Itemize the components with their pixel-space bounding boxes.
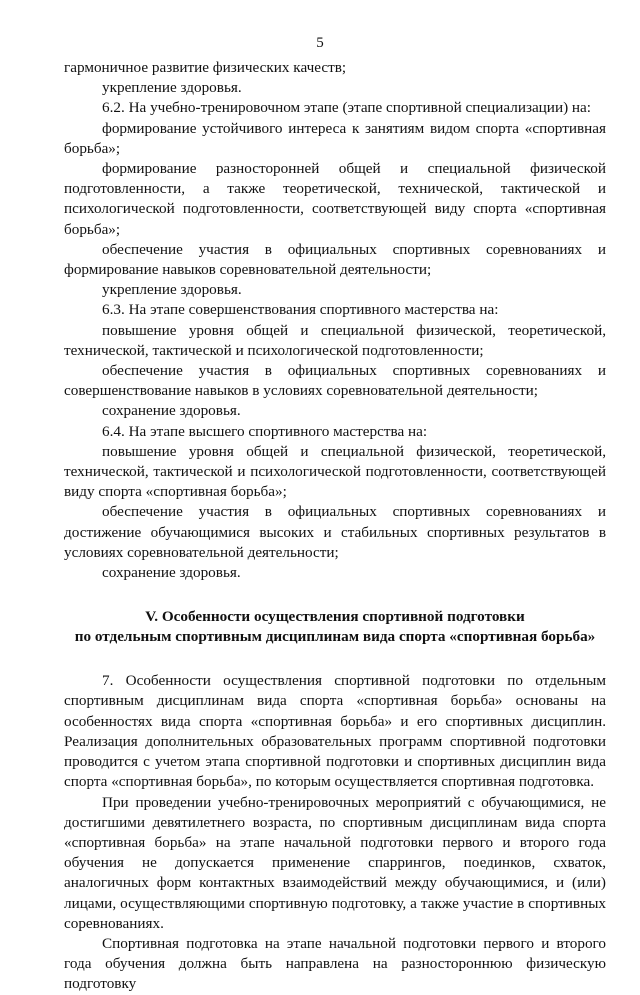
list-item: сохранение здоровья. — [102, 402, 241, 420]
list-item: сохранение здоровья. — [102, 564, 241, 582]
document-body — [64, 58, 606, 995]
list-item: обеспечение участия в официальных спортивных соревнованиях и достижение обучающимися высоких и стабильных спортивных результатов в условиях соревновательной деятельности; — [64, 503, 606, 561]
page-number: 5 — [316, 35, 324, 51]
list-item: обеспечение участия в официальных спортивных соревнованиях и формирование навыков соревновательной деятельности; — [64, 240, 606, 279]
list-item: повышение уровня общей и специальной физической, теоретической, технической, тактической и психологической подготовленности, соответствующей виду спорта «спортивная борьба»; — [64, 442, 606, 501]
list-item: укрепление здоровья. — [102, 79, 242, 97]
paragraph: 7. Особенности осуществления спортивной подготовки по отдельным спортивным дисциплинам вида спорта «спортивная борьба» основаны на особенностях вида спорта «спортивная борьба» и его спортивных дисциплин. Реализация дополнительных образовательных программ спортивной подготовки проводится с учетом этапа спортивной подготовки и спортивных дисциплин вида спорта «спортивная борьба», по которым осуществляется спортивная подготовка. — [64, 672, 606, 791]
paragraph: Спортивная подготовка на этапе начальной подготовки первого и второго года обучения должна быть направлена на разностороннюю физическую подготовку — [64, 934, 606, 993]
clause-heading: 6.3. На этапе совершенствования спортивного мастерства на: — [102, 301, 499, 319]
clause-heading: 6.2. На учебно-тренировочном этапе (этапе спортивной специализации) на: — [102, 99, 592, 117]
section-heading — [64, 607, 606, 647]
clause-heading: 6.4. На этапе высшего спортивного мастерства на: — [102, 422, 428, 440]
paragraph: При проведении учебно-тренировочных мероприятий с обучающимися, не достигшими девятилетнего возраста, по спортивным дисциплинам вида спорта «спортивная борьба» на этапе начальной подготовки первого и второго года обучения не допускается применение спаррингов, поединков, схваток, аналогичных форм контактных взаимодействий между обучающимися, и (или) лицами, осуществляющими спортивную подготовку, а также участие в спортивных соревнованиях. — [64, 793, 606, 932]
list-item: укрепление здоровья. — [102, 281, 242, 299]
list-item: формирование устойчивого интереса к занятиям видом спорта «спортивная борьба»; — [64, 119, 606, 157]
list-item: повышение уровня общей и специальной физической, теоретической, технической, тактической и психологической подготовленности; — [64, 321, 606, 359]
list-item: гармоничное развитие физических качеств; — [64, 59, 347, 76]
list-item: обеспечение участия в официальных спортивных соревнованиях и совершенствование навыков в условиях соревновательной деятельности; — [64, 362, 606, 400]
section-heading-line: V. Особенности осуществления спортивной подготовки — [145, 608, 525, 626]
section-heading-line: по отдельным спортивным дисциплинам вида спорта «спортивная борьба» — [74, 628, 596, 646]
list-item: формирование разносторонней общей и специальной физической подготовленности, а также теоретической, технической, тактической и психологической подготовленности, соответствующей виду спорта «спортивная борьба»; — [64, 160, 606, 238]
